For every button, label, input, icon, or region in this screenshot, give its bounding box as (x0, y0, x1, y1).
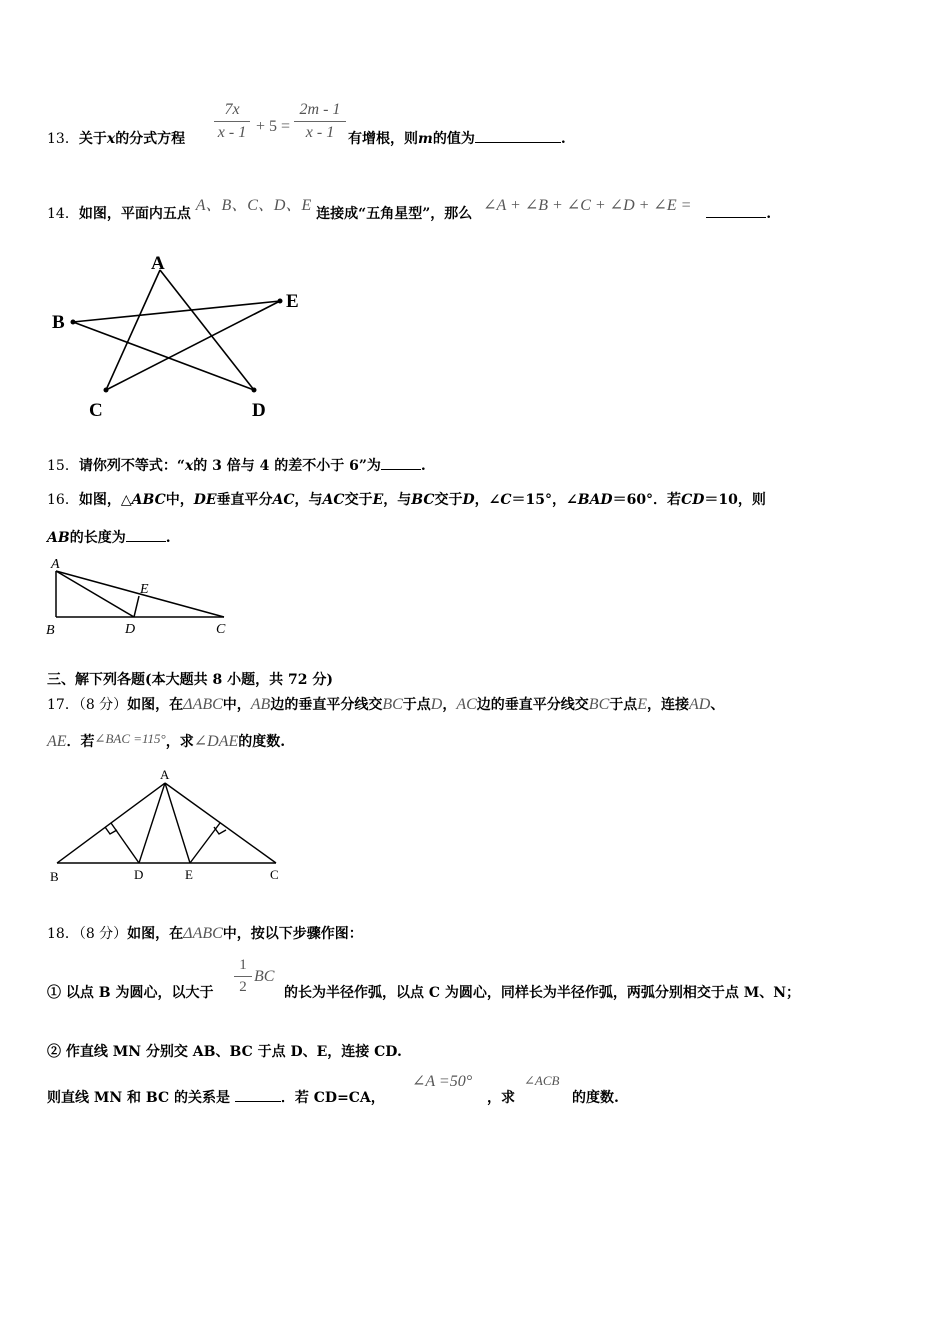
q14-points: A、B、C、D、E (195, 197, 312, 214)
tri17-perp-ac (190, 823, 220, 863)
q13-text: 的值为 (432, 131, 475, 147)
q17-angle-bac: ∠BAC =115° (94, 731, 166, 746)
q17-text: ，求 (165, 734, 194, 750)
q13-var-m: m (418, 131, 433, 147)
q16-end: . (165, 530, 171, 546)
answer-blank[interactable] (235, 1089, 281, 1102)
q17-text: 于点 (609, 697, 638, 713)
star-label-b: B (52, 312, 65, 333)
star-label-e: E (286, 291, 299, 312)
q13-fraction-1 (214, 101, 250, 142)
q18-bc: BC (254, 968, 275, 985)
q17-line-1 (47, 694, 724, 714)
answer-blank[interactable] (706, 205, 766, 218)
q17-text: ， (442, 697, 457, 713)
q16-text: 交于 (434, 492, 463, 508)
q16-ac: AC (322, 492, 345, 508)
q17-angle-dae: ∠DAE (193, 733, 239, 750)
q18-line-4-tail (572, 1087, 619, 1107)
q14-text: 连接成“五角星型”，那么 (316, 206, 473, 222)
point-d-dot (252, 388, 257, 393)
q13-line-tail (348, 128, 566, 148)
tri16-de (134, 596, 139, 617)
tri17-label-c: C (270, 867, 279, 882)
q16-number: 16． (47, 492, 79, 508)
q16-line-2 (47, 527, 171, 547)
q17-text: 边的垂直平分线交 (476, 697, 589, 713)
q14-angle-sum: ∠A + ∠B + ∠C + ∠D + ∠E = (483, 197, 692, 214)
q13-number: 13． (47, 131, 79, 147)
q18-angle-acb: ∠ACB (524, 1073, 560, 1088)
frac-numerator: 1 (239, 957, 247, 973)
q15-number: 15． (47, 458, 79, 474)
q18-step-1 (47, 982, 213, 1002)
q18-text: 如图，在 (127, 926, 184, 942)
q17-number: 17．（8 分） (47, 697, 128, 713)
q16-text: 中， (165, 492, 194, 508)
section-3-heading (47, 669, 333, 689)
tri16-label-c: C (216, 622, 226, 637)
q16-line-1 (47, 489, 766, 509)
q15-end: . (420, 458, 426, 474)
q18-text: 的度数. (572, 1090, 619, 1106)
q13-text: 有增根，则 (348, 131, 418, 147)
q18-number: 18．（8 分） (47, 926, 128, 942)
tri16-label-d: D (125, 622, 136, 637)
q16-abc: ABC (131, 492, 166, 508)
q18-text: 则直线 MN 和 BC 的关系是 (47, 1090, 231, 1106)
q16-text: 如图，△ (78, 492, 132, 508)
q14-line (47, 197, 772, 223)
q16-e: E (372, 492, 384, 508)
tri17-label-a: A (160, 767, 170, 782)
tri17-ad (139, 783, 165, 863)
tri16-label-e: E (140, 582, 149, 597)
tri17-perp-ab (111, 823, 139, 863)
q14-number: 14． (47, 206, 79, 222)
q17-d: D (430, 696, 443, 713)
q14-text: 如图，平面内五点 (78, 206, 191, 222)
q16-text: 交于 (344, 492, 373, 508)
q15-line (47, 455, 426, 475)
point-e-dot (278, 299, 283, 304)
tri17-label-b: B (50, 869, 59, 884)
q18-text: ② 作直线 MN 分别交 AB、BC 于点 D、E，连接 CD. (47, 1044, 402, 1060)
q17-ac: AC (456, 696, 477, 713)
q16-text: ，与 (383, 492, 412, 508)
frac-denominator: x - 1 (217, 124, 247, 141)
tri16-ac (56, 571, 224, 617)
q18-text: ① 以点 B 为圆心，以大于 (47, 985, 214, 1001)
tri17-right-angle-2 (214, 827, 226, 834)
q15-text: 的 3 倍与 4 的差不小于 6”为 (193, 458, 381, 474)
tri17-label-e: E (185, 867, 193, 882)
q18-text: ．若 CD=CA， (280, 1090, 385, 1106)
star-line-ac (106, 270, 160, 390)
q13-end: . (560, 131, 566, 147)
q17-ab: AB (250, 696, 271, 713)
q16-text: ＝60°．若 (612, 492, 682, 508)
q16-de: DE (193, 492, 217, 508)
q16-text: 的长度为 (69, 530, 126, 546)
q17-text: 于点 (402, 697, 431, 713)
q17-triangle: ΔABC (183, 696, 223, 713)
q17-text: ．若 (66, 734, 95, 750)
answer-blank[interactable] (475, 130, 561, 143)
q16-text: ，∠ (474, 492, 501, 508)
q18-half-fraction (234, 957, 252, 996)
q18-step-2 (47, 1041, 402, 1061)
q18-step-1-tail (284, 982, 800, 1002)
q13-line (47, 128, 185, 148)
q13-fraction-2 (294, 101, 346, 142)
q17-text: 如图，在 (127, 697, 184, 713)
star-line-bd (73, 322, 254, 390)
tri17-ae (165, 783, 190, 863)
tri16-label-a: A (51, 557, 60, 572)
answer-blank[interactable] (126, 529, 166, 542)
star-label-c: C (89, 400, 103, 421)
tri17-ab (57, 783, 165, 863)
q17-text: 的度数. (238, 734, 286, 750)
q17-line-2 (47, 731, 285, 751)
q16-ab: AB (47, 530, 70, 546)
q17-e: E (637, 696, 648, 713)
star-line-be (73, 301, 280, 322)
star-label-d: D (252, 400, 266, 421)
q13-plus5-text: + 5 = (255, 118, 291, 135)
q16-bc: BC (411, 492, 435, 508)
q13-text: 的分式方程 (115, 131, 186, 147)
q16-bad: BAD (577, 492, 613, 508)
point-c-dot (104, 388, 109, 393)
q14-end: . (766, 206, 772, 222)
q13-var-x: x (106, 131, 116, 147)
q17-ad: AD (689, 696, 711, 713)
frac-numerator: 2m - 1 (299, 101, 341, 118)
q17-bc: BC (382, 696, 403, 713)
q13-plus-five (252, 118, 294, 136)
q17-text: ，连接 (647, 697, 690, 713)
q16-c: C (500, 492, 512, 508)
q18-line-1 (47, 923, 363, 943)
q18-line-4-mid (487, 1087, 515, 1107)
tri17-ac (165, 783, 276, 863)
q18-text: 的长为半径作弧，以点 C 为圆心，同样长为半径作弧，两弧分别相交于点 M、N； (284, 985, 801, 1001)
q18-text: 中，按以下步骤作图： (222, 926, 363, 942)
q16-text: 垂直平分 (216, 492, 273, 508)
q15-var-x: x (184, 458, 194, 474)
q17-text: 、 (710, 697, 725, 713)
tri17-right-angle-1 (105, 827, 117, 834)
q17-text: 中， (222, 697, 251, 713)
tri16-label-b: B (46, 623, 55, 638)
q18-angle-a: ∠A =50° (412, 1073, 473, 1090)
q16-cd: CD (681, 492, 705, 508)
q18-text: ，求 (487, 1090, 515, 1106)
q16-text: ，与 (294, 492, 323, 508)
q16-d: D (462, 492, 475, 508)
q17-ae: AE (47, 733, 67, 750)
q16-text: ＝15°，∠ (511, 492, 578, 508)
q18-triangle: ΔABC (183, 925, 223, 942)
q16-text: ＝10，则 (704, 492, 766, 508)
point-b-dot (71, 320, 76, 325)
star-line-ce (106, 301, 280, 390)
q15-text: 请你列不等式：“ (78, 458, 185, 474)
frac-denominator: x - 1 (305, 124, 335, 141)
section-3-title: 三、解下列各题(本大题共 8 小题，共 72 分) (47, 672, 333, 688)
q13-text: 关于 (78, 131, 107, 147)
tri17-label-d: D (134, 867, 144, 882)
q16-ac: AC (272, 492, 295, 508)
q18-line-4 (47, 1087, 385, 1107)
star-line-ad (160, 270, 254, 390)
frac-numerator: 7x (224, 101, 240, 118)
tri16-ad (56, 571, 134, 617)
star-label-a: A (151, 253, 165, 274)
frac-denominator: 2 (239, 979, 247, 995)
answer-blank[interactable] (381, 457, 421, 470)
q17-bc: BC (588, 696, 610, 713)
q17-text: 边的垂直平分线交 (270, 697, 383, 713)
